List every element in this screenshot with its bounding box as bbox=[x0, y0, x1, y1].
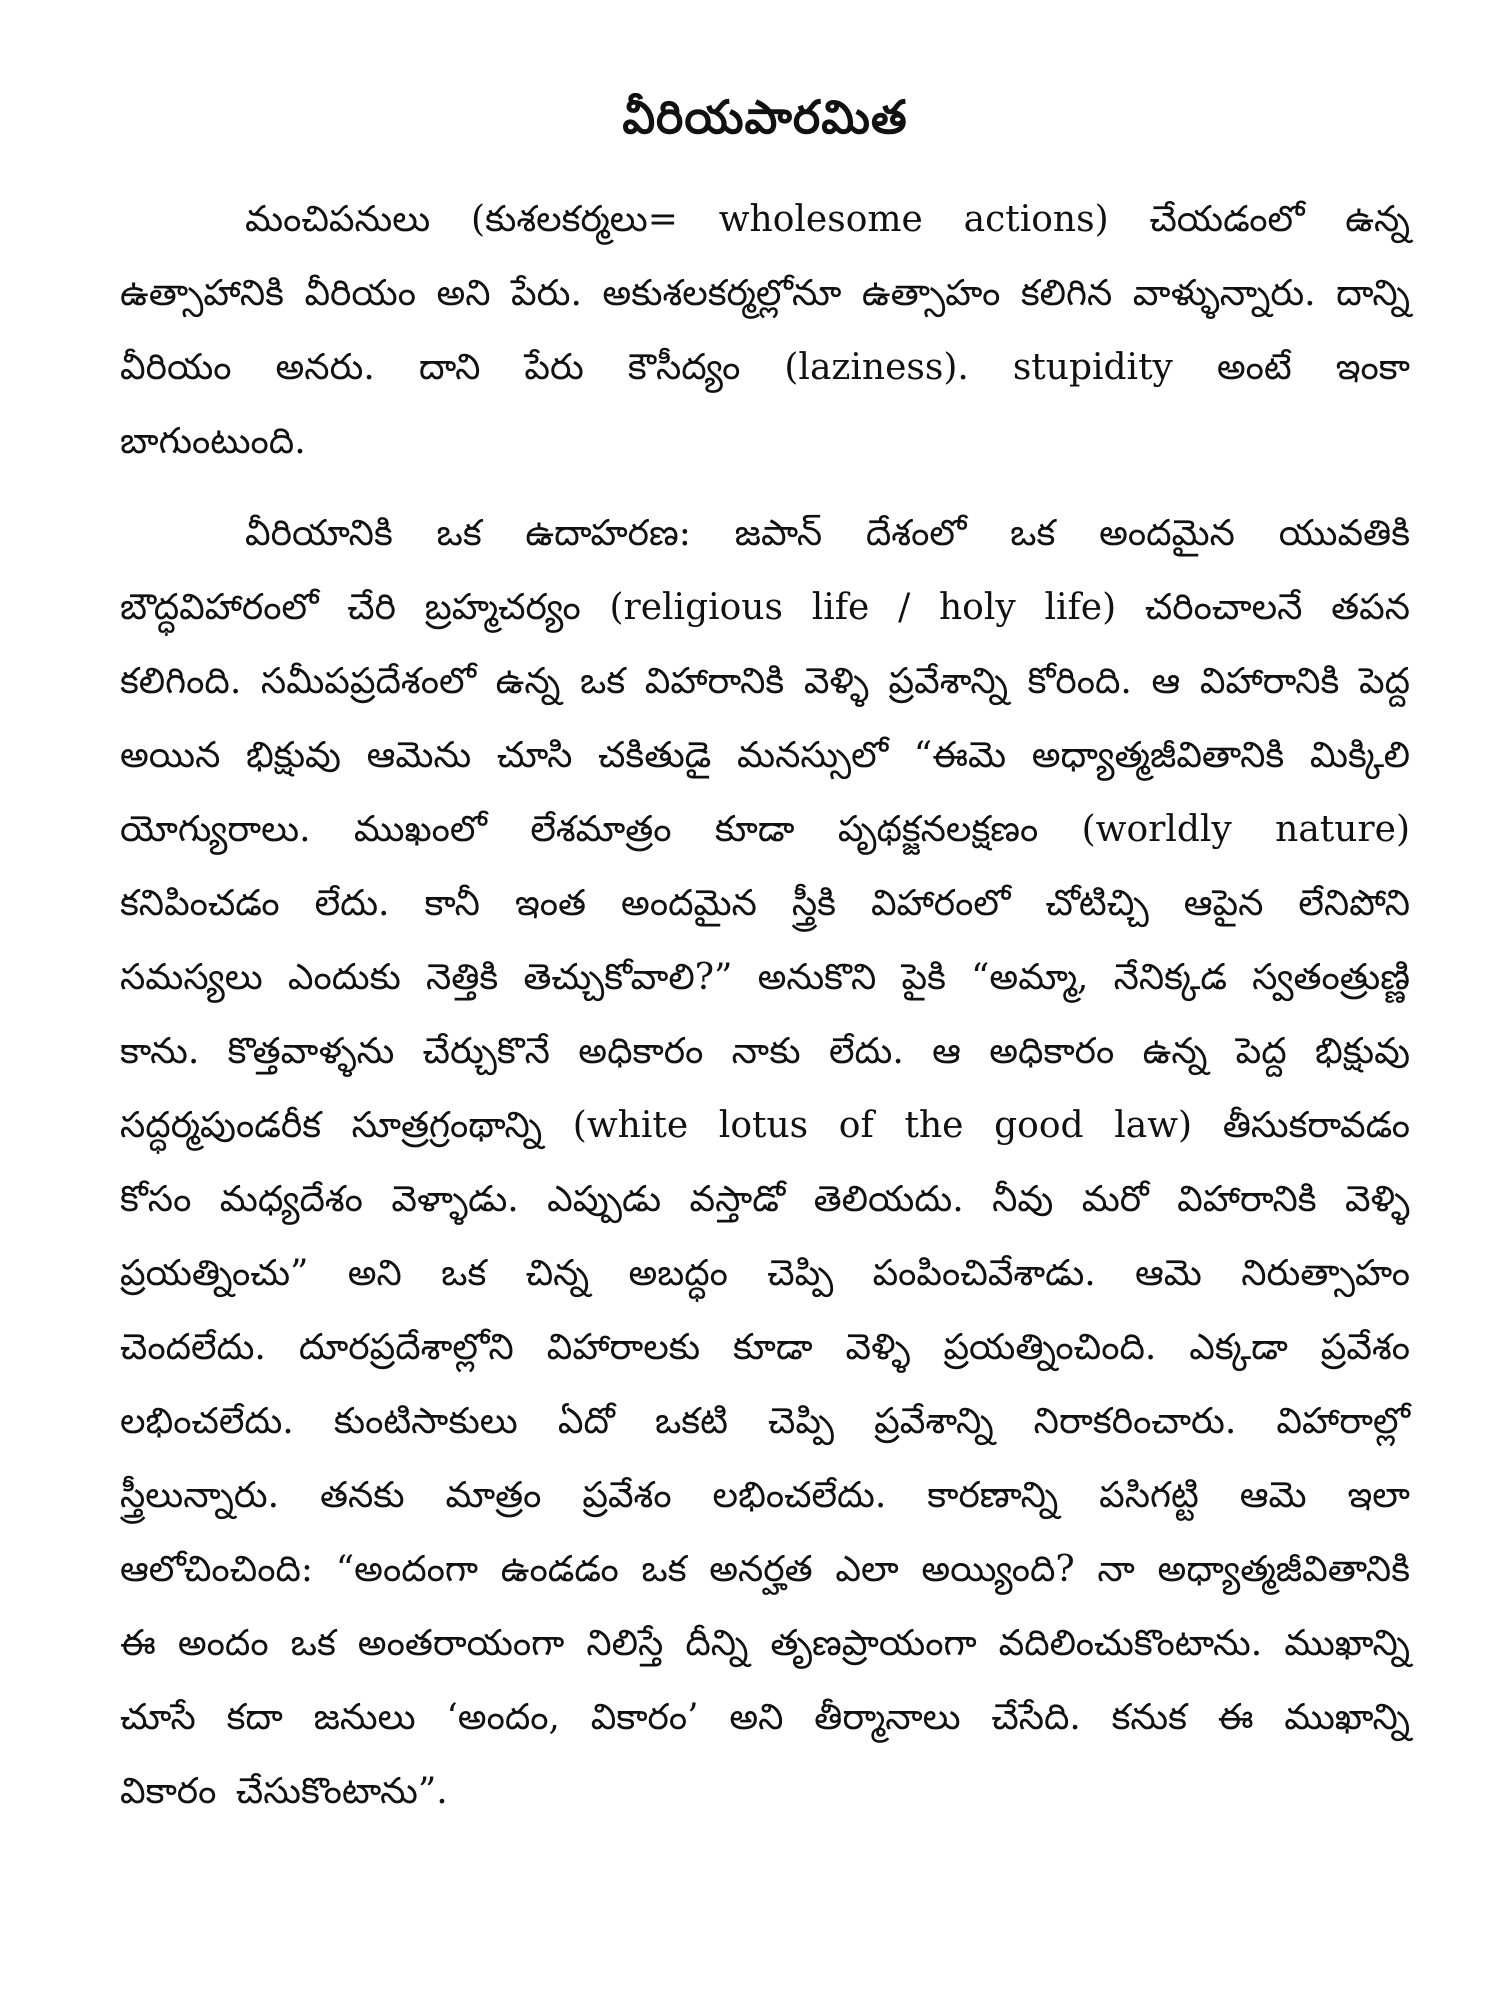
paragraph-2: వీరియానికి ఒక ఉదాహరణ: జపాన్ దేశంలో ఒక అందమైన యువతికి బౌద్ధవిహారంలో చేరి బ్రహ్మచర్యం (religious life / holy life) చరించాలనే తపన కలిగింది. సమీపప్రదేశంలో ఉన్న ఒక విహారానికి వెళ్ళి ప్రవేశాన్ని కోరింది. ఆ విహారానికి పెద్ద అయిన భిక్షువు ఆమెను చూసి చకితుడై మనస్సులో “ఈమె అధ్యాత్మజీవితానికి మిక్కిలి యోగ్యురాలు. ముఖంలో లేశమాత్రం కూడా పృథక్జనలక్షణం (worldly nature) కనిపించడం లేదు. కానీ ఇంత అందమైన స్త్రీకి విహారంలో చోటిచ్చి ఆపైన లేనిపోని సమస్యలు ఎందుకు నెత్తికి తెచ్చుకోవాలి?” అనుకొని పైకి “అమ్మా, నేనిక్కడ స్వతంత్రుణ్ణి కాను. కొత్తవాళ్ళను చేర్చుకొనే అధికారం నాకు లేదు. ఆ అధికారం ఉన్న పెద్ద భిక్షువు సద్ధర్మపుండరీక సూత్రగ్రంథాన్ని (white lotus of the good law) తీసుకరావడం కోసం మధ్యదేశం వెళ్ళాడు. ఎప్పుడు వస్తాడో తెలియదు. నీవు మరో విహారానికి వెళ్ళి ప్రయత్నించు” అని ఒక చిన్న అబద్ధం చెప్పి పంపించివేశాడు. ఆమె నిరుత్సాహం చెందలేదు. దూరప్రదేశాల్లోని విహారాలకు కూడా వెళ్ళి ప్రయత్నించింది. ఎక్కడా ప్రవేశం లభించలేదు. కుంటిసాకులు ఏదో ఒకటి చెప్పి ప్రవేశాన్ని నిరాకరించారు. విహారాల్లో స్త్రీలున్నారు. తనకు మాత్రం ప్రవేశం లభించలేదు. కారణాన్ని పసిగట్టి ఆమె ఇలా ఆలోచించింది: “అందంగా ఉండడం ఒక అనర్హత ఎలా అయ్యింది? నా అధ్యాత్మజీవితానికి ఈ అందం ఒక అంతరాయంగా నిలిస్తే దీన్ని తృణప్రాయంగా వదిలించుకొంటాను. ముఖాన్ని చూసే కదా జనులు ‘అందం, వికారం’ అని తీర్మానాలు చేసేది. కనుక ఈ ముఖాన్ని వికారం చేసుకొంటాను”. bbox=[120, 512, 1410, 1812]
paragraph-1: మంచిపనులు (కుశలకర్మలు= wholesome actions) చేయడంలో ఉన్న ఉత్సాహానికి వీరియం అని పేరు. అకుశలకర్మల్లోనూ ఉత్సాహం కలిగిన వాళ్ళున్నారు. దాన్ని వీరియం అనరు. దాని పేరు కౌసీద్యం (laziness). stupidity అంటే ఇంకా బాగుంటుంది. bbox=[120, 198, 1410, 462]
page-title: వీరియపారమిత bbox=[622, 90, 908, 144]
